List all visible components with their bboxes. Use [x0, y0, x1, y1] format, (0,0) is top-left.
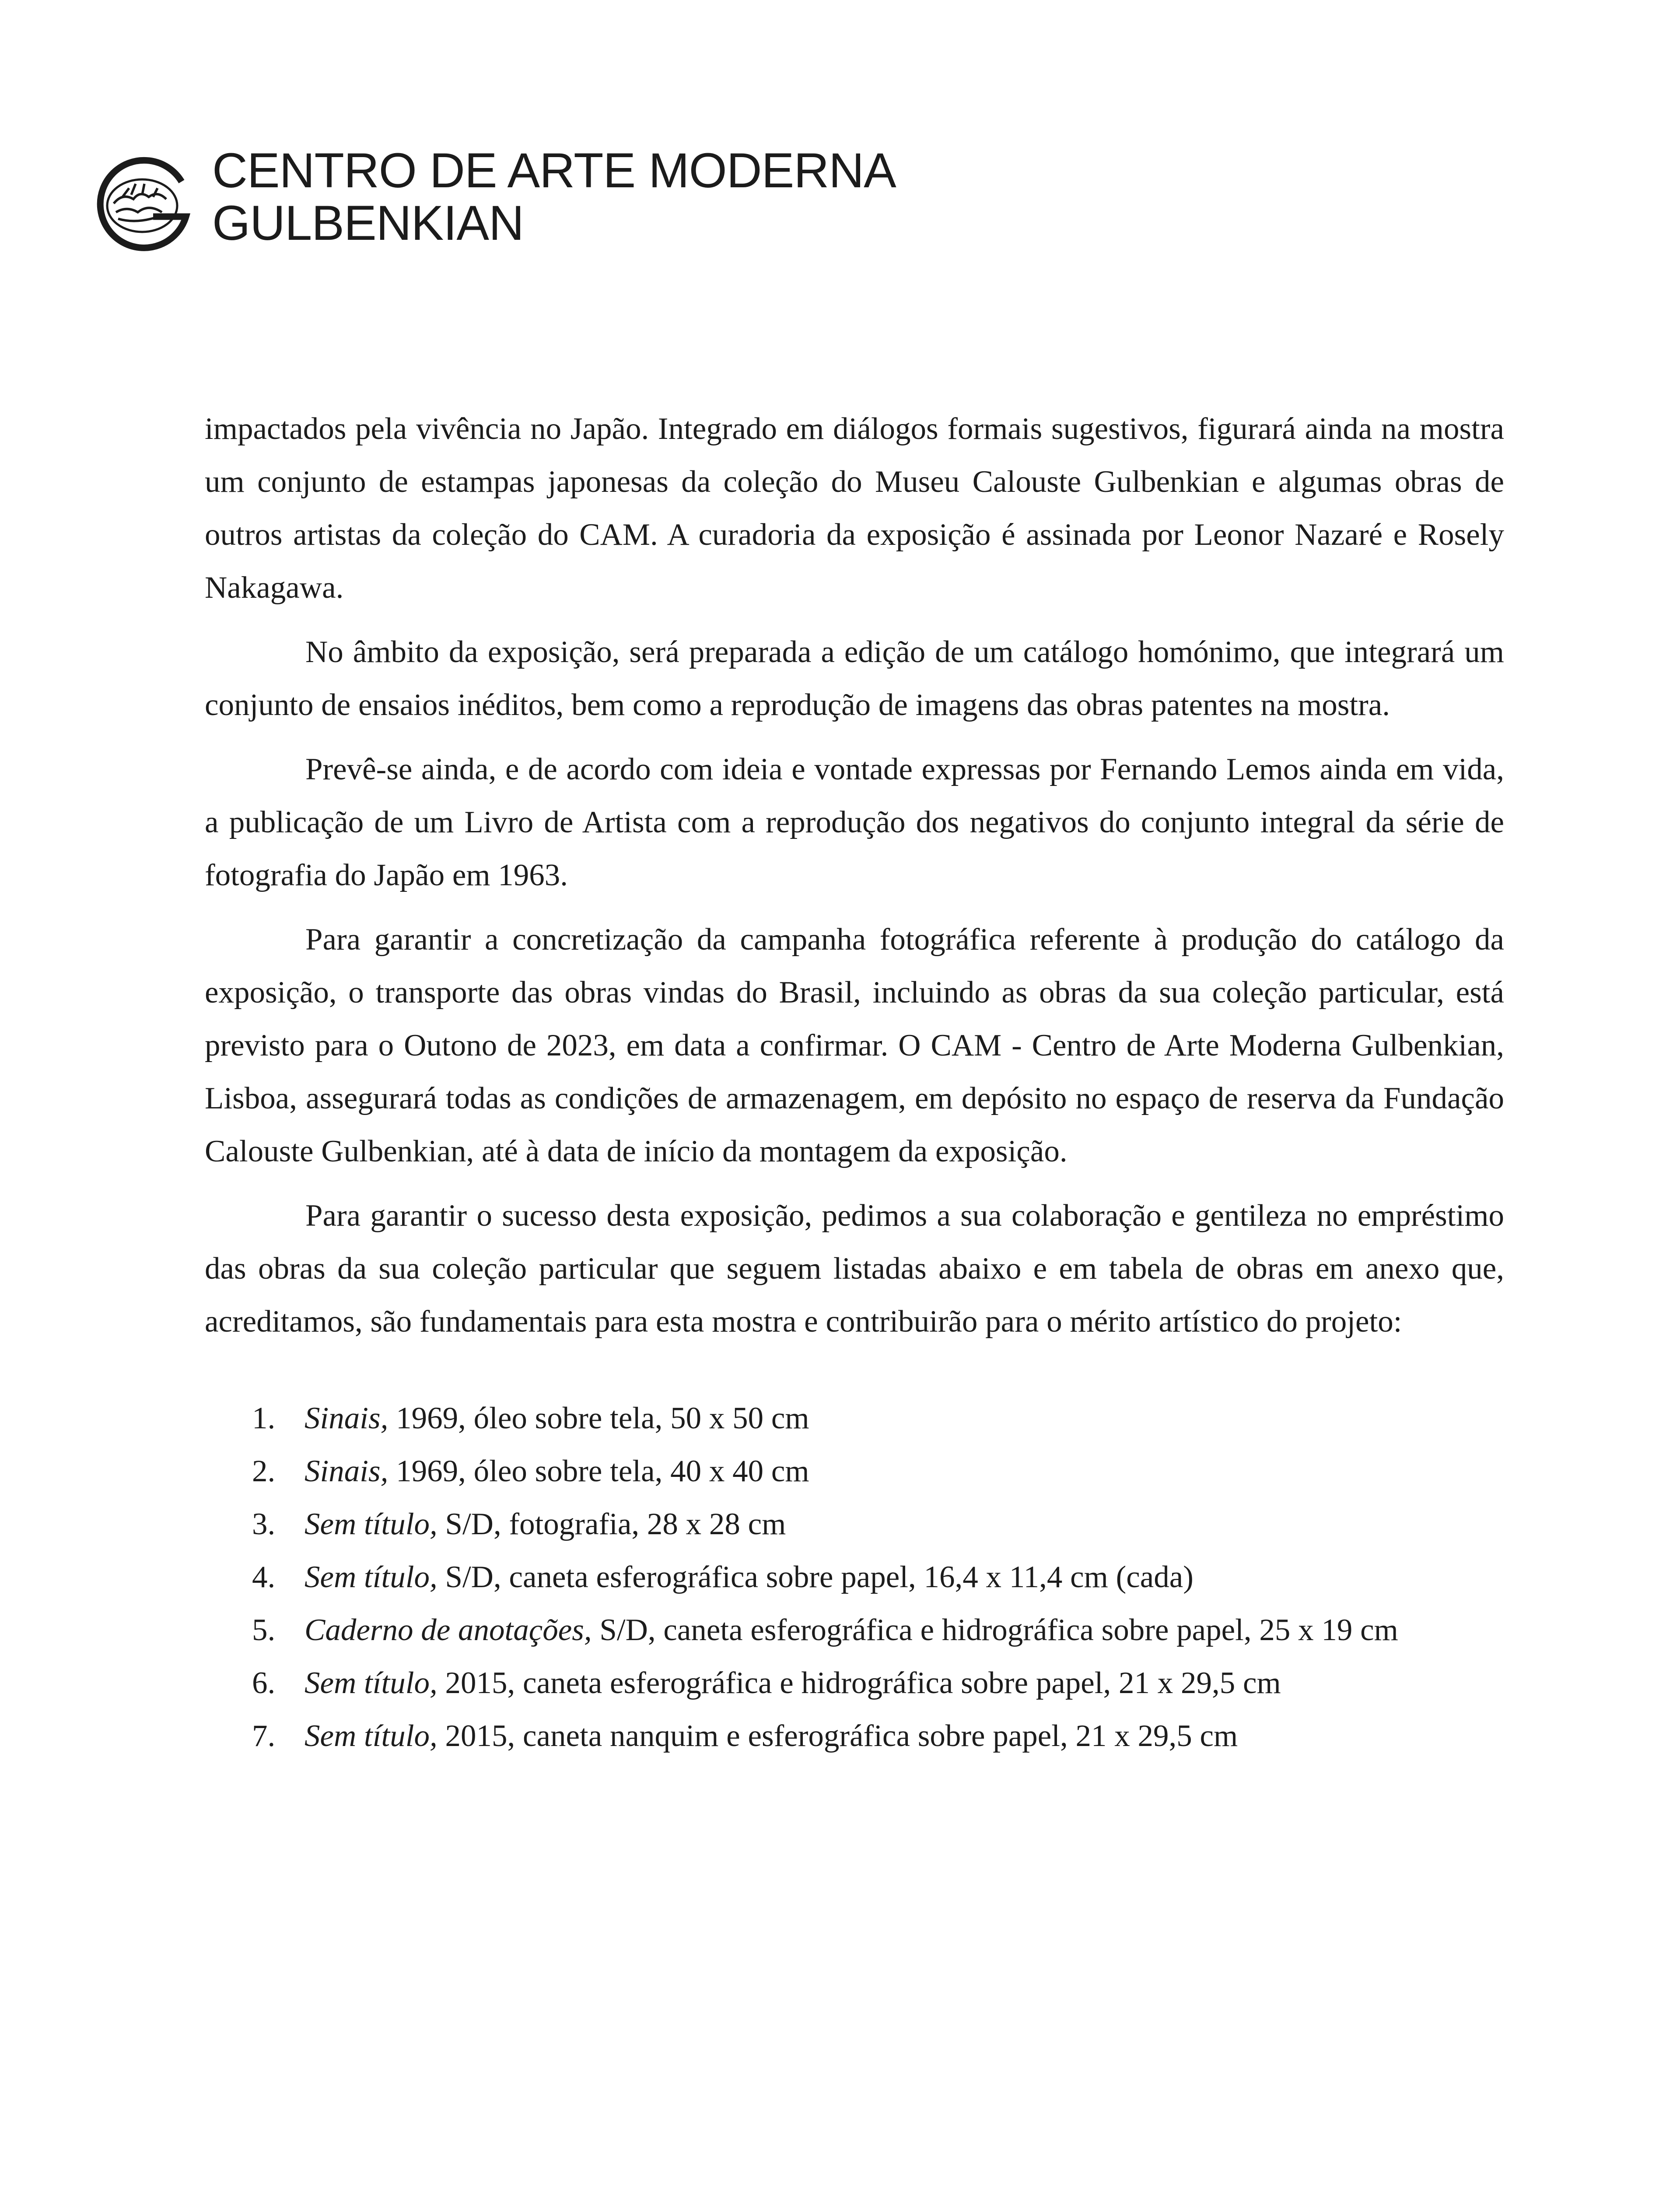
paragraph: Para garantir o sucesso desta exposição, pedimos a sua colaboração e gentileza no empréstimo das obras da sua coleção particular que seguem listadas abaixo e em tabela de obras em anexo que, acreditamos, são fundamentais para esta mostra e contribuirão para o mérito artístico do projeto:: [205, 1199, 1504, 1339]
work-details: S/D, caneta esferográfica e hidrográfica sobre papel, 25 x 19 cm: [592, 1613, 1398, 1647]
work-details: S/D, caneta esferográfica sobre papel, 16,4 x 11,4 cm (cada): [437, 1560, 1194, 1594]
list-item: [205, 1551, 1504, 1604]
work-details: 1969, óleo sobre tela, 40 x 40 cm: [388, 1454, 809, 1488]
institution-name: [212, 144, 896, 249]
work-title: Sem título,: [304, 1719, 438, 1753]
list-item-number: 2.: [252, 1454, 276, 1488]
work-details: 2015, caneta nanquim e esferográfica sobre papel, 21 x 29,5 cm: [437, 1719, 1238, 1753]
institution-name-line-1: CENTRO DE ARTE MODERNA: [212, 143, 896, 198]
letterhead: [90, 136, 896, 258]
list-item: [205, 1445, 1504, 1498]
work-title: Sem título,: [304, 1666, 438, 1700]
list-item: [205, 1710, 1504, 1763]
list-item: [205, 1392, 1504, 1445]
list-item: [205, 1604, 1504, 1657]
works-list: [205, 1392, 1504, 1763]
paragraph: No âmbito da exposição, será preparada a edição de um catálogo homónimo, que integrará um conjunto de ensaios inéditos, bem como a reprodução de imagens das obras patentes na mostra.: [205, 635, 1504, 722]
list-item-number: 4.: [252, 1560, 276, 1594]
list-item: [205, 1498, 1504, 1551]
paragraph: Prevê-se ainda, e de acordo com ideia e vontade expressas por Fernando Lemos ainda em vida, a publicação de um Livro de Artista com a reprodução dos negativos do conjunto integral da série de fotografia do Japão em 1963.: [205, 752, 1504, 892]
letter-body: [205, 403, 1504, 1763]
work-title: Sem título,: [304, 1507, 438, 1541]
list-item-number: 3.: [252, 1507, 276, 1541]
work-details: 2015, caneta esferográfica e hidrográfica sobre papel, 21 x 29,5 cm: [437, 1666, 1281, 1700]
work-title: Caderno de anotações,: [304, 1613, 592, 1647]
gulbenkian-g-emblem-icon: [90, 149, 199, 258]
work-title: Sinais,: [304, 1401, 388, 1435]
work-title: Sinais,: [304, 1454, 388, 1488]
list-item-number: 5.: [252, 1613, 276, 1647]
list-item-number: 1.: [252, 1401, 276, 1435]
paragraph: impactados pela vivência no Japão. Integrado em diálogos formais sugestivos, figurará ainda na mostra um conjunto de estampas japonesas da coleção do Museu Calouste Gulbenkian e algumas obras de outros artistas da coleção do CAM. A curadoria da exposição é assinada por Leonor Nazaré e Rosely Nakagawa.: [205, 412, 1504, 605]
work-title: Sem título,: [304, 1560, 438, 1594]
list-item: [205, 1657, 1504, 1710]
list-item-number: 7.: [252, 1719, 276, 1753]
list-item-number: 6.: [252, 1666, 276, 1700]
institution-name-line-2: GULBENKIAN: [212, 196, 524, 250]
work-details: 1969, óleo sobre tela, 50 x 50 cm: [388, 1401, 809, 1435]
work-details: S/D, fotografia, 28 x 28 cm: [437, 1507, 786, 1541]
paragraph: Para garantir a concretização da campanha fotográfica referente à produção do catálogo da exposição, o transporte das obras vindas do Brasil, incluindo as obras da sua coleção particular, está previsto para o Outono de 2023, em data a confirmar. O CAM - Centro de Arte Moderna Gulbenkian, Lisboa, assegurará todas as condições de armazenagem, em depósito no espaço de reserva da Fundação Calouste Gulbenkian, até à data de início da montagem da exposição.: [205, 922, 1504, 1168]
